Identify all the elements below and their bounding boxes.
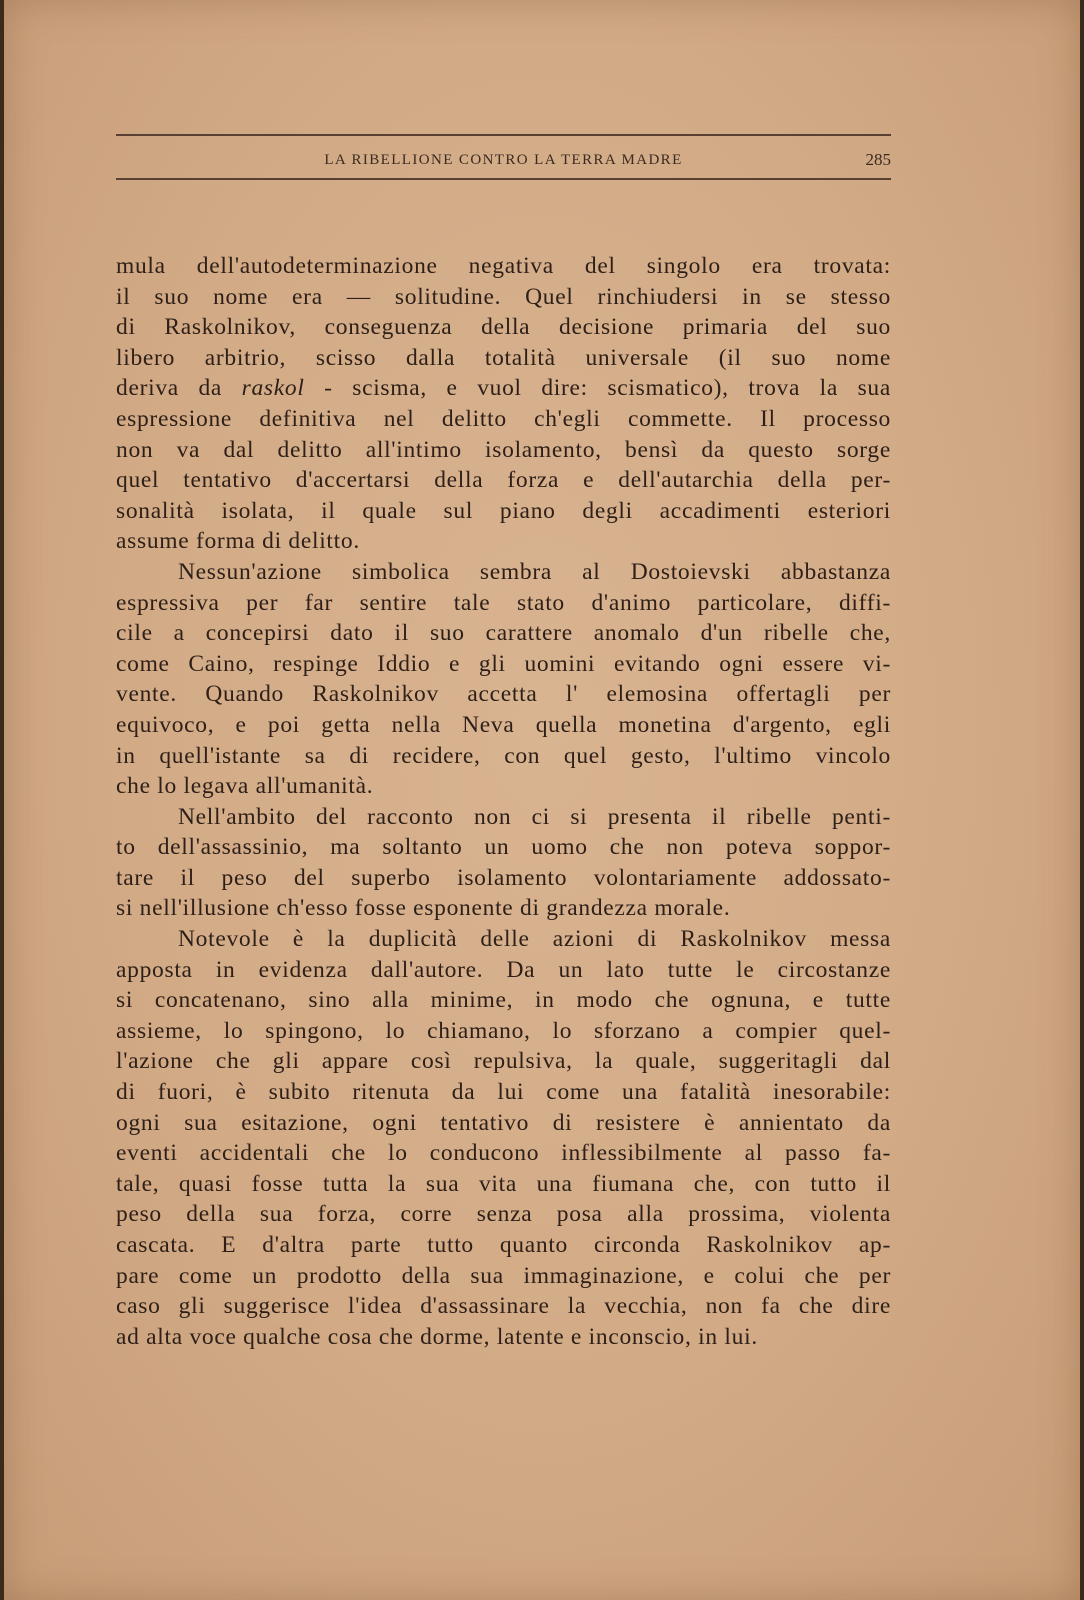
text-line: caso gli suggerisce l'idea d'assassinare la vecchia, non fa che dire [116,1293,891,1320]
text-line: pare come un prodotto della sua immaginazione, e colui che per [116,1262,891,1289]
text-line: ad alta voce qualche cosa che dorme, latente e inconscio, in lui. [116,1323,758,1350]
text-line: si nell'illusione ch'esso fosse esponente di grandezza morale. [116,895,731,922]
header-rule-bottom [116,178,891,180]
running-title: LA RIBELLIONE CONTRO LA TERRA MADRE [324,152,683,168]
text-line: che lo legava all'umanità. [116,773,374,800]
paragraph [116,557,891,802]
text-line: si concatenano, sino alla minime, in modo che ognuna, e tutte [116,987,891,1014]
text-line: come Caino, respinge Iddio e gli uomini evitando ogni essere vi- [116,650,891,677]
text-line: sonalità isolata, il quale sul piano degli accadimenti esteriori [116,497,891,524]
text-line: non va dal delitto all'intimo isolamento, bensì da questo sorge [116,436,891,463]
text-line: di Raskolnikov, conseguenza della decisione primaria del suo [116,314,891,341]
text-line: apposta in evidenza dall'autore. Da un lato tutte le circostanze [116,956,891,983]
text-line: espressiva per far sentire tale stato d'animo particolare, diffi- [116,589,891,616]
text-line: tare il peso del superbo isolamento volontariamente addossato- [116,864,891,891]
paragraph [116,251,891,557]
text-line: libero arbitrio, scisso dalla totalità universale (il suo nome [116,344,891,371]
text-line: to dell'assassinio, ma soltanto un uomo che non poteva soppor- [116,834,891,861]
text-line: eventi accidentali che lo conducono inflessibilmente al passo fa- [116,1140,891,1167]
text-line: Notevole è la duplicità delle azioni di Raskolnikov messa [178,926,891,953]
page-number: 285 [865,150,891,169]
text-line: deriva da raskol - scisma, e vuol dire: scismatico), trova la sua [116,375,892,402]
text-line: peso della sua forza, corre senza posa alla prossima, violenta [116,1201,891,1228]
text-line: assieme, lo spingono, lo chiamano, lo sforzano a compier quel- [116,1017,891,1044]
text-line: di fuori, è subito ritenuta da lui come una fatalità inesorabile: [116,1079,891,1106]
text-line: quel tentativo d'accertarsi della forza e dell'autarchia della per- [116,467,891,494]
header-rule-top [116,134,891,136]
text-line: Nessun'azione simbolica sembra al Dostoievski abbastanza [178,558,891,585]
italic-word: raskol [241,375,305,402]
text-line: cascata. E d'altra parte tutto quanto circonda Raskolnikov ap- [116,1232,891,1258]
book-page [4,0,1080,1600]
text-line: equivoco, e poi getta nella Neva quella monetina d'argento, egli [116,711,891,738]
text-line: Nell'ambito del racconto non ci si presenta il ribelle penti- [178,803,891,830]
text-line: l'azione che gli appare così repulsiva, la quale, suggeritagli dal [116,1048,891,1075]
text-line: cile a concepirsi dato il suo carattere anomalo d'un ribelle che, [116,620,891,647]
text-line: assume forma di delitto. [116,528,360,555]
body-text [116,251,891,1352]
paragraph [116,924,891,1352]
text-line: vente. Quando Raskolnikov accetta l' elemosina offertagli per [116,681,891,708]
text-line: ogni sua esitazione, ogni tentativo di resistere è annientato da [116,1109,891,1136]
paragraph [116,802,891,924]
running-head [116,150,891,174]
text-line: il suo nome era — solitudine. Quel rinchiudersi in se stesso [116,283,891,310]
text-line: espressione definitiva nel delitto ch'egli commette. Il processo [116,405,891,432]
text-line: tale, quasi fosse tutta la sua vita una fiumana che, con tutto il [116,1170,891,1197]
text-line: mula dell'autodeterminazione negativa del singolo era trovata: [116,253,891,279]
text-line: in quell'istante sa di recidere, con quel gesto, l'ultimo vincolo [116,742,891,769]
